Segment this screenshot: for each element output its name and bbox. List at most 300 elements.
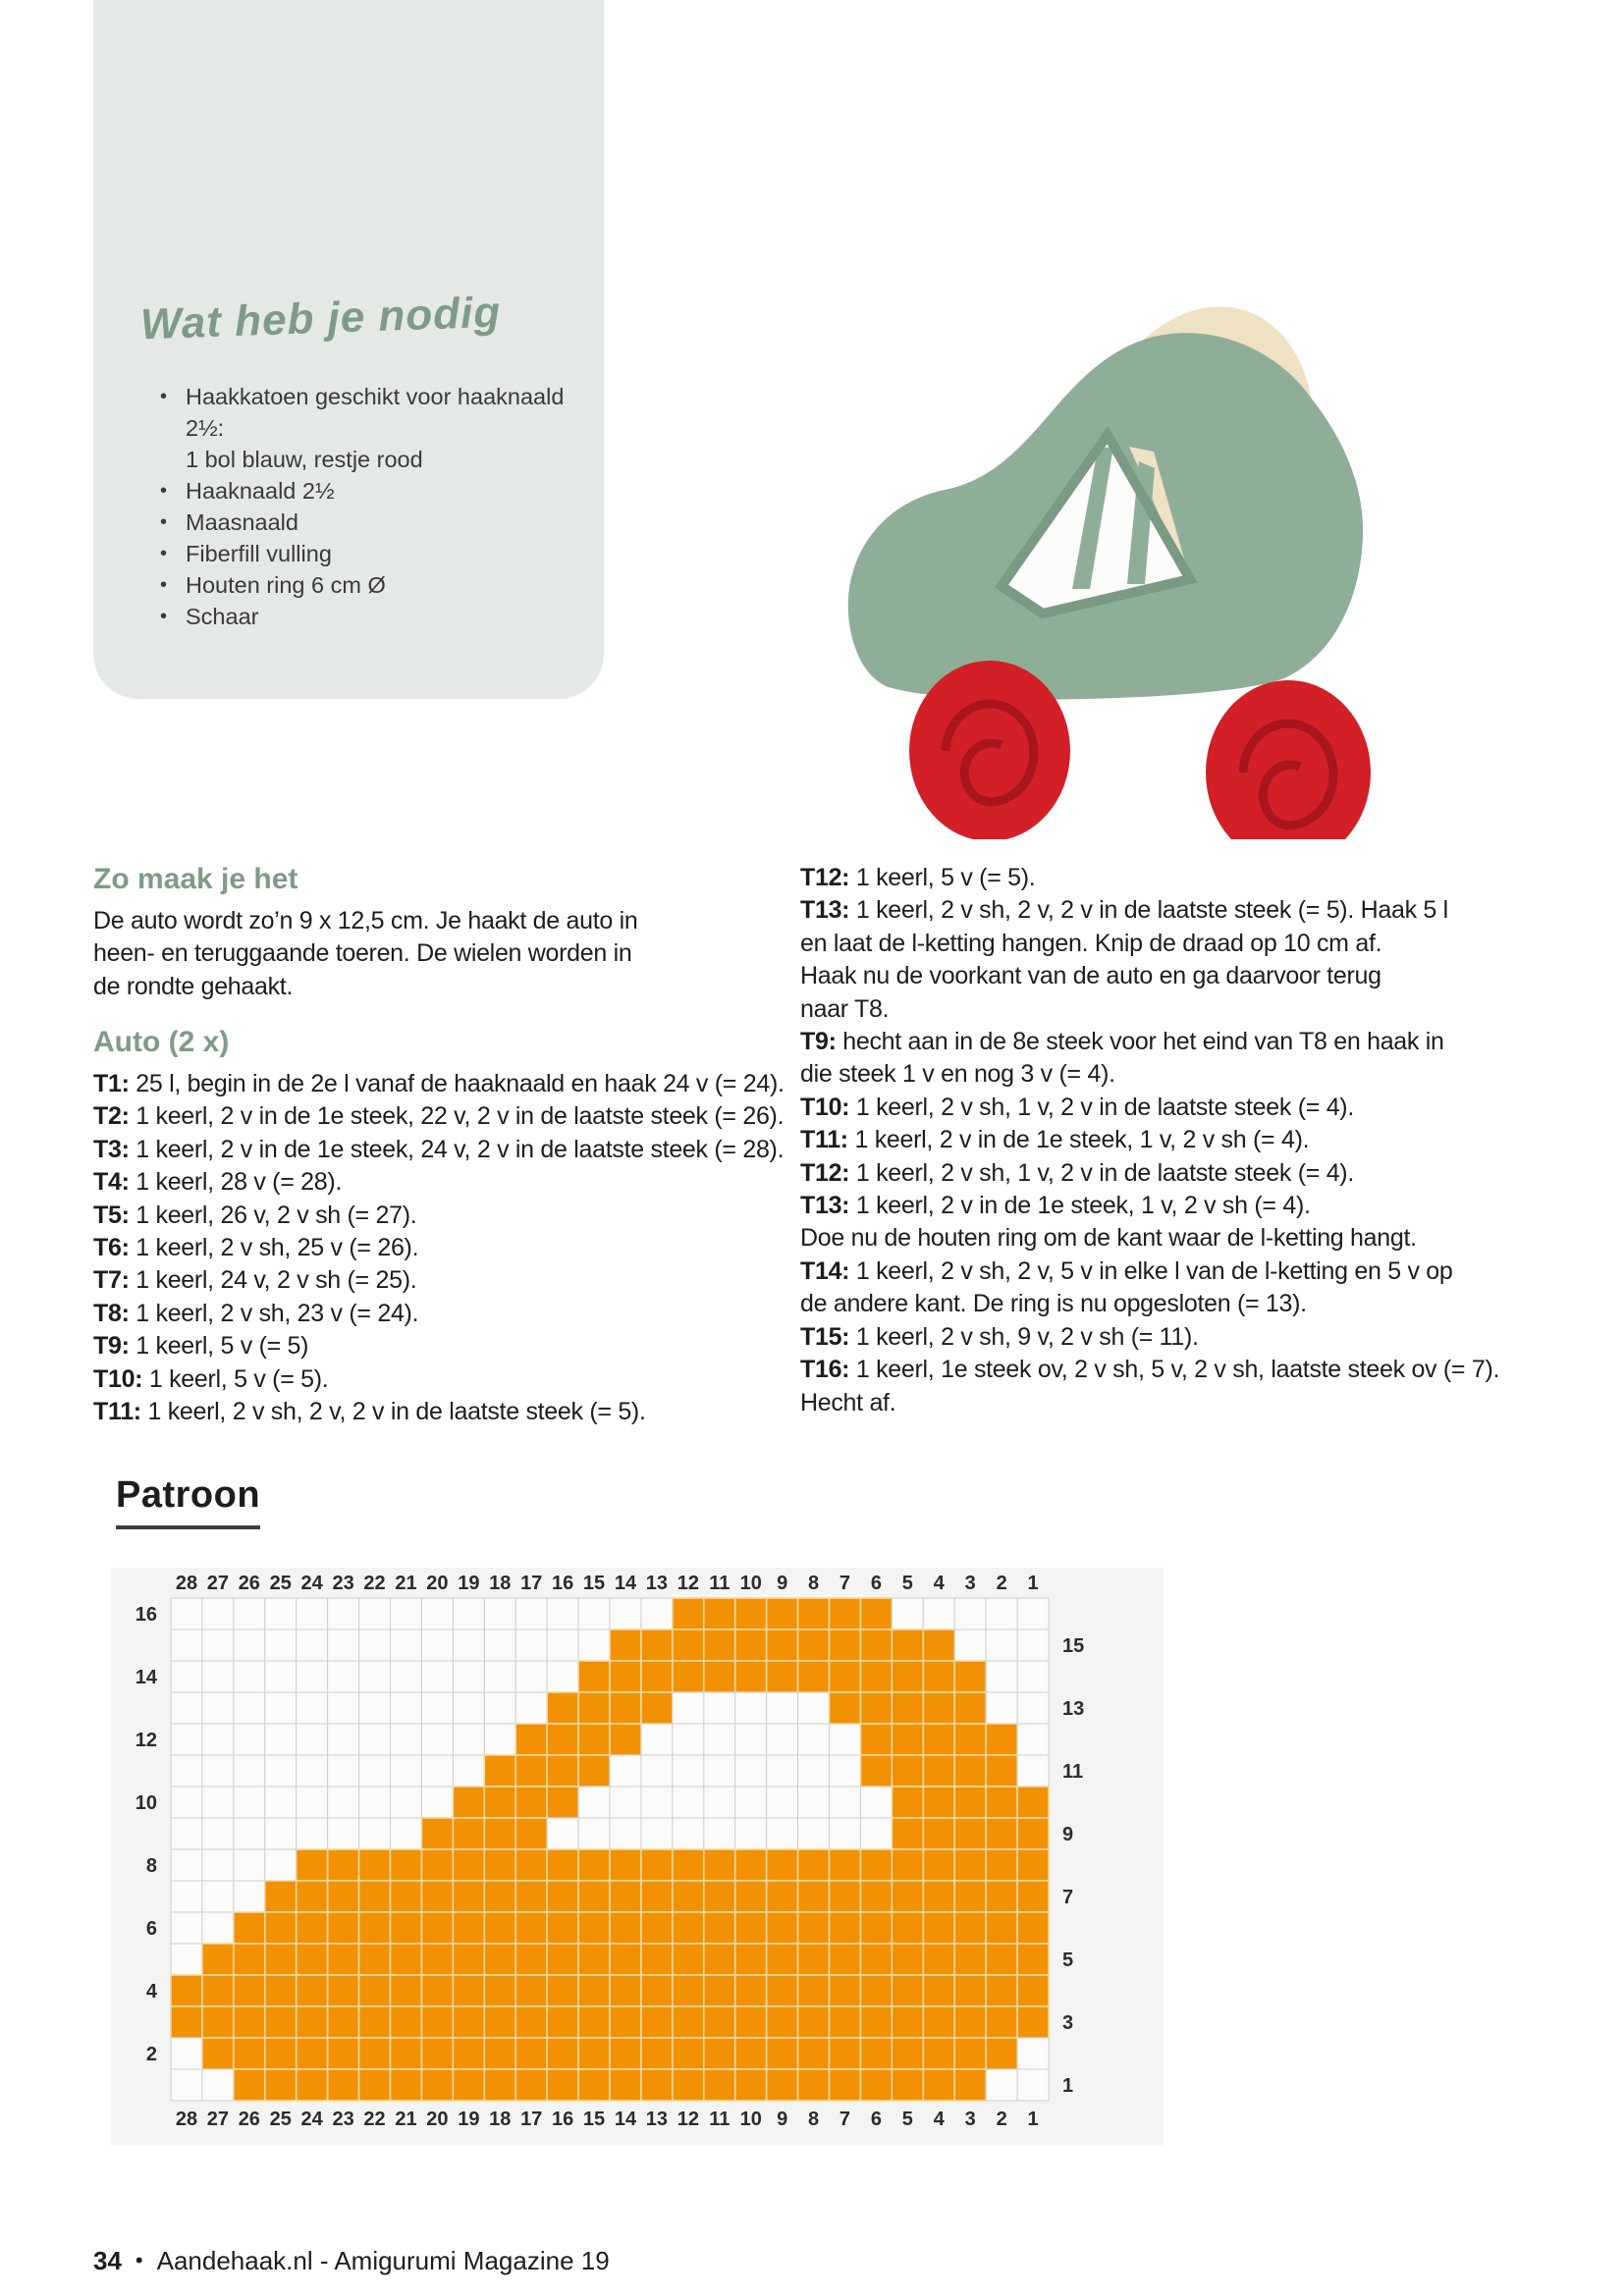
how-to-intro: [93, 905, 637, 1003]
chart-axis-label: 7: [839, 2109, 851, 2130]
chart-axis-label: 12: [677, 1573, 699, 1594]
chart-cell-filled: [547, 1912, 578, 1944]
chart-axis-label: 8: [808, 2109, 820, 2130]
chart-cell-filled: [391, 1975, 422, 2006]
chart-axis-label: 5: [901, 2109, 913, 2130]
chart-cell-filled: [484, 1944, 515, 1975]
materials-box: [93, 0, 604, 699]
auto-instruction-lines: [93, 1068, 785, 1428]
chart-cell-filled: [515, 1849, 547, 1881]
chart-cell-filled: [359, 1912, 391, 1944]
chart-cell-empty: [1017, 1724, 1049, 1755]
chart-cell-empty: [735, 1755, 767, 1787]
chart-cell-filled: [641, 2069, 673, 2101]
materials-title: Wat heb je nodig: [139, 288, 502, 349]
chart-cell-filled: [892, 1975, 923, 2006]
chart-cell-empty: [328, 1629, 359, 1661]
chart-cell-filled: [673, 1849, 704, 1881]
chart-cell-filled: [986, 1818, 1017, 1849]
chart-cell-filled: [892, 1629, 923, 1661]
chart-cell-filled: [1017, 1944, 1049, 1975]
chart-axis-label: 4: [933, 1573, 945, 1594]
chart-cell-filled: [704, 1912, 735, 1944]
chart-cell-filled: [986, 2006, 1017, 2038]
chart-cell-empty: [391, 1661, 422, 1692]
instruction-line: T12: 1 keerl, 2 v sh, 1 v, 2 v in de laatste steek (= 4).: [800, 1158, 1354, 1187]
chart-cell-filled: [421, 2069, 453, 2101]
chart-cell-empty: [1017, 1661, 1049, 1692]
chart-cell-filled: [547, 1944, 578, 1975]
chart-cell-empty: [391, 1818, 422, 1849]
chart-cell-filled: [923, 1724, 954, 1755]
chart-cell-filled: [892, 1755, 923, 1787]
chart-cell-filled: [735, 1629, 767, 1661]
chart-cell-filled: [704, 2038, 735, 2069]
chart-cell-empty: [641, 1598, 673, 1629]
chart-cell-empty: [391, 1692, 422, 1724]
chart-cell-filled: [954, 1818, 986, 1849]
chart-cell-empty: [297, 1598, 328, 1629]
chart-cell-filled: [484, 1787, 515, 1818]
chart-cell-filled: [547, 1975, 578, 2006]
chart-cell-empty: [860, 1818, 892, 1849]
chart-cell-filled: [892, 1692, 923, 1724]
chart-cell-filled: [767, 1661, 798, 1692]
chart-cell-empty: [328, 1661, 359, 1692]
chart-cell-filled: [610, 1629, 641, 1661]
chart-axis-label: 27: [206, 2109, 230, 2130]
chart-cell-empty: [421, 1661, 453, 1692]
chart-cell-empty: [547, 1661, 578, 1692]
chart-axis-label: 3: [964, 1573, 976, 1594]
chart-cell-filled: [484, 1912, 515, 1944]
chart-cell-filled: [673, 1661, 704, 1692]
chart-cell-filled: [202, 1944, 234, 1975]
instruction-line: die steek 1 v en nog 3 v (= 4).: [800, 1060, 1115, 1089]
instruction-line: Doe nu de houten ring om de kant waar de l-ketting hangt.: [800, 1224, 1417, 1253]
chart-cell-empty: [798, 1787, 830, 1818]
chart-cell-empty: [297, 1629, 328, 1661]
chart-axis-label: 25: [269, 1573, 292, 1594]
chart-cell-filled: [923, 1944, 954, 1975]
chart-cell-empty: [265, 1598, 297, 1629]
chart-cell-filled: [578, 1724, 610, 1755]
chart-cell-filled: [515, 1881, 547, 1912]
instruction-line: Hecht af.: [800, 1388, 896, 1416]
chart-cell-empty: [923, 1598, 954, 1629]
pattern-title: Patroon: [116, 1474, 260, 1529]
chart-axis-label: 10: [739, 2109, 762, 2130]
chart-cell-filled: [798, 1661, 830, 1692]
materials-list: [160, 381, 604, 632]
chart-cell-filled: [610, 1724, 641, 1755]
chart-cell-empty: [391, 1755, 422, 1787]
chart-cell-filled: [453, 2006, 484, 2038]
chart-cell-filled: [515, 1912, 547, 1944]
chart-axis-label: 23: [332, 1573, 354, 1594]
chart-cell-filled: [830, 1598, 861, 1629]
chart-cell-filled: [1017, 2006, 1049, 2038]
chart-cell-filled: [610, 1944, 641, 1975]
chart-cell-filled: [923, 1629, 954, 1661]
chart-cell-empty: [515, 1692, 547, 1724]
chart-cell-empty: [297, 1724, 328, 1755]
chart-cell-filled: [328, 1975, 359, 2006]
chart-cell-filled: [830, 1661, 861, 1692]
pattern-chart-grid: [111, 1568, 1164, 2145]
chart-cell-filled: [798, 1944, 830, 1975]
chart-cell-filled: [610, 1881, 641, 1912]
chart-cell-filled: [484, 2006, 515, 2038]
instruction-line: T4: 1 keerl, 28 v (= 28).: [93, 1168, 343, 1197]
chart-axis-label: 4: [933, 2109, 945, 2130]
chart-cell-empty: [453, 1598, 484, 1629]
chart-cell-filled: [547, 2006, 578, 2038]
chart-cell-filled: [547, 1755, 578, 1787]
chart-cell-filled: [515, 2069, 547, 2101]
chart-cell-empty: [202, 1661, 234, 1692]
chart-cell-filled: [359, 1975, 391, 2006]
chart-cell-filled: [484, 2069, 515, 2101]
chart-cell-empty: [297, 1755, 328, 1787]
chart-cell-empty: [1017, 2069, 1049, 2101]
chart-cell-filled: [704, 1598, 735, 1629]
rear-wheel: [1206, 680, 1371, 839]
chart-axis-label: 24: [300, 2109, 323, 2130]
chart-cell-filled: [704, 1629, 735, 1661]
chart-cell-filled: [735, 2038, 767, 2069]
chart-cell-filled: [673, 2038, 704, 2069]
chart-cell-filled: [515, 1818, 547, 1849]
chart-cell-filled: [954, 1975, 986, 2006]
chart-cell-filled: [735, 1598, 767, 1629]
chart-axis-label: 14: [614, 1573, 637, 1594]
chart-cell-empty: [515, 1629, 547, 1661]
page-number: 34: [93, 2246, 122, 2275]
chart-axis-label: 14: [135, 1667, 157, 1688]
chart-axis-label: 20: [426, 1573, 449, 1594]
chart-cell-empty: [954, 1629, 986, 1661]
chart-cell-filled: [484, 1755, 515, 1787]
instruction-line: en laat de l-ketting hangen. Knip de draad op 10 cm af.: [800, 929, 1382, 957]
chart-cell-empty: [610, 1755, 641, 1787]
chart-axis-label: 18: [489, 2109, 512, 2130]
chart-cell-filled: [735, 1944, 767, 1975]
chart-cell-filled: [767, 1629, 798, 1661]
chart-cell-empty: [265, 1661, 297, 1692]
chart-axis-label: 2: [996, 2109, 1007, 2130]
chart-cell-filled: [892, 2038, 923, 2069]
chart-axis-label: 22: [363, 1573, 386, 1594]
chart-cell-empty: [391, 1629, 422, 1661]
chart-cell-filled: [1017, 1787, 1049, 1818]
chart-cell-empty: [578, 1818, 610, 1849]
chart-cell-filled: [297, 1944, 328, 1975]
chart-cell-empty: [234, 1629, 265, 1661]
chart-cell-filled: [704, 1849, 735, 1881]
chart-cell-filled: [923, 1818, 954, 1849]
chart-cell-filled: [421, 1881, 453, 1912]
bullet-icon: •: [160, 511, 168, 533]
chart-cell-filled: [234, 2006, 265, 2038]
chart-cell-filled: [265, 1944, 297, 1975]
chart-axis-label: 12: [677, 2109, 699, 2130]
chart-cell-filled: [673, 2069, 704, 2101]
chart-cell-empty: [484, 1629, 515, 1661]
chart-cell-filled: [391, 1849, 422, 1881]
chart-cell-filled: [923, 2006, 954, 2038]
instruction-line: T9: hecht aan in de 8e steek voor het eind van T8 en haak in: [800, 1028, 1444, 1056]
chart-axis-label: 13: [1062, 1698, 1085, 1720]
chart-axis-label: 18: [489, 1573, 512, 1594]
chart-cell-filled: [892, 1944, 923, 1975]
chart-axis-label: 1: [1062, 2075, 1074, 2097]
chart-cell-empty: [202, 1629, 234, 1661]
chart-cell-empty: [484, 1724, 515, 1755]
instruction-line: heen- en teruggaande toeren. De wielen worden in: [93, 939, 632, 968]
chart-axis-label: 28: [175, 2109, 198, 2130]
chart-cell-filled: [767, 1881, 798, 1912]
chart-cell-filled: [704, 1661, 735, 1692]
chart-cell-filled: [954, 1755, 986, 1787]
chart-cell-empty: [328, 1818, 359, 1849]
chart-cell-filled: [547, 1724, 578, 1755]
chart-cell-filled: [892, 1787, 923, 1818]
chart-cell-filled: [641, 1661, 673, 1692]
instruction-line: naar T8.: [800, 994, 890, 1023]
chart-axis-label: 6: [870, 2109, 882, 2130]
chart-cell-filled: [860, 1661, 892, 1692]
chart-cell-filled: [767, 2069, 798, 2101]
chart-cell-filled: [297, 2069, 328, 2101]
chart-cell-filled: [515, 2006, 547, 2038]
chart-axis-label: 5: [901, 1573, 913, 1594]
chart-cell-empty: [421, 1724, 453, 1755]
footer-bullet: •: [135, 2248, 143, 2272]
chart-cell-empty: [641, 1787, 673, 1818]
chart-cell-empty: [673, 1692, 704, 1724]
car-photo: [815, 290, 1502, 839]
chart-cell-filled: [421, 2006, 453, 2038]
chart-cell-filled: [892, 1818, 923, 1849]
chart-cell-filled: [359, 2006, 391, 2038]
chart-cell-empty: [954, 1598, 986, 1629]
chart-cell-filled: [297, 1849, 328, 1881]
chart-axis-label: 16: [552, 1573, 574, 1594]
chart-cell-filled: [610, 1661, 641, 1692]
chart-cell-filled: [673, 1912, 704, 1944]
chart-axis-label: 15: [582, 1573, 606, 1594]
instruction-line: T9: 1 keerl, 5 v (= 5): [93, 1332, 309, 1361]
instruction-line: T11: 1 keerl, 2 v sh, 2 v, 2 v in de laatste steek (= 5).: [93, 1398, 646, 1426]
chart-cell-filled: [830, 1944, 861, 1975]
chart-cell-filled: [547, 1881, 578, 1912]
chart-cell-empty: [171, 1881, 202, 1912]
chart-cell-empty: [484, 1661, 515, 1692]
chart-axis-label: 3: [1062, 2012, 1074, 2034]
chart-cell-empty: [391, 1724, 422, 1755]
chart-cell-empty: [297, 1692, 328, 1724]
chart-cell-filled: [484, 1881, 515, 1912]
bullet-icon: •: [160, 386, 168, 407]
chart-cell-empty: [328, 1787, 359, 1818]
chart-cell-empty: [986, 1629, 1017, 1661]
chart-axis-label: 1: [1027, 2109, 1039, 2130]
chart-cell-empty: [202, 1787, 234, 1818]
chart-axis-label: 3: [964, 2109, 976, 2130]
chart-cell-filled: [735, 1881, 767, 1912]
chart-cell-empty: [202, 1598, 234, 1629]
chart-cell-empty: [641, 1818, 673, 1849]
bullet-icon: •: [160, 574, 168, 596]
chart-cell-empty: [704, 1818, 735, 1849]
chart-cell-empty: [171, 1944, 202, 1975]
instruction-line: T11: 1 keerl, 2 v in de 1e steek, 1 v, 2 v sh (= 4).: [800, 1126, 1310, 1154]
chart-cell-filled: [860, 2006, 892, 2038]
chart-axis-label: 21: [395, 1573, 417, 1594]
chart-axis-label: 4: [145, 1981, 157, 2002]
chart-cell-filled: [798, 1598, 830, 1629]
chart-cell-empty: [641, 1724, 673, 1755]
chart-cell-empty: [547, 1629, 578, 1661]
chart-axis-label: 15: [1062, 1635, 1085, 1657]
instruction-line: T13: 1 keerl, 2 v in de 1e steek, 1 v, 2 v sh (= 4).: [800, 1192, 1311, 1220]
chart-cell-filled: [860, 1755, 892, 1787]
chart-cell-empty: [1017, 1598, 1049, 1629]
chart-cell-empty: [234, 1787, 265, 1818]
instruction-line: T8: 1 keerl, 2 v sh, 23 v (= 24).: [93, 1299, 419, 1327]
chart-cell-filled: [954, 1849, 986, 1881]
chart-cell-filled: [202, 2006, 234, 2038]
chart-cell-empty: [515, 1661, 547, 1692]
chart-axis-label: 11: [709, 2109, 731, 2130]
materials-item: • Maasnaald: [160, 507, 604, 538]
chart-cell-empty: [610, 1598, 641, 1629]
chart-cell-empty: [767, 1787, 798, 1818]
chart-cell-filled: [986, 1787, 1017, 1818]
chart-cell-filled: [954, 2038, 986, 2069]
chart-cell-filled: [1017, 1881, 1049, 1912]
chart-cell-filled: [767, 1598, 798, 1629]
chart-axis-label: 7: [1062, 1887, 1074, 1908]
instruction-line: T15: 1 keerl, 2 v sh, 9 v, 2 v sh (= 11).: [800, 1322, 1199, 1351]
chart-cell-filled: [359, 2038, 391, 2069]
chart-cell-filled: [798, 2006, 830, 2038]
instruction-line: T14: 1 keerl, 2 v sh, 2 v, 5 v in elke l van de l-ketting en 5 v op: [800, 1256, 1453, 1285]
chart-cell-filled: [798, 1881, 830, 1912]
chart-axis-label: 13: [645, 1573, 669, 1594]
chart-cell-filled: [892, 2069, 923, 2101]
chart-cell-empty: [359, 1787, 391, 1818]
chart-cell-empty: [578, 1598, 610, 1629]
chart-cell-filled: [610, 2069, 641, 2101]
chart-cell-filled: [923, 1849, 954, 1881]
chart-cell-filled: [673, 1629, 704, 1661]
chart-cell-empty: [202, 1881, 234, 1912]
chart-cell-filled: [421, 1912, 453, 1944]
chart-cell-filled: [578, 2006, 610, 2038]
chart-cell-filled: [704, 2006, 735, 2038]
instruction-line: De auto wordt zo’n 9 x 12,5 cm. Je haakt de auto in: [93, 907, 638, 934]
chart-cell-filled: [297, 2038, 328, 2069]
chart-cell-filled: [391, 1944, 422, 1975]
chart-cell-empty: [328, 1692, 359, 1724]
chart-cell-empty: [830, 1755, 861, 1787]
chart-cell-filled: [923, 1755, 954, 1787]
chart-axis-label: 1: [1027, 1573, 1039, 1594]
front-instruction-lines: [800, 862, 1499, 1419]
chart-cell-filled: [578, 1944, 610, 1975]
chart-cell-empty: [735, 1818, 767, 1849]
chart-cell-empty: [171, 2069, 202, 2101]
chart-cell-empty: [171, 1912, 202, 1944]
chart-cell-filled: [265, 2069, 297, 2101]
chart-cell-filled: [954, 1787, 986, 1818]
chart-cell-filled: [265, 2038, 297, 2069]
chart-cell-filled: [359, 1881, 391, 1912]
chart-cell-filled: [986, 1881, 1017, 1912]
chart-cell-empty: [892, 1598, 923, 1629]
chart-cell-filled: [986, 1849, 1017, 1881]
chart-cell-filled: [767, 2006, 798, 2038]
chart-cell-filled: [578, 1849, 610, 1881]
chart-cell-empty: [234, 1818, 265, 1849]
chart-cell-empty: [860, 1787, 892, 1818]
chart-cell-filled: [610, 2038, 641, 2069]
bullet-icon: •: [160, 606, 168, 627]
chart-cell-filled: [673, 2006, 704, 2038]
chart-cell-filled: [421, 1849, 453, 1881]
chart-cell-empty: [171, 1755, 202, 1787]
chart-cell-empty: [265, 1849, 297, 1881]
chart-cell-empty: [515, 1598, 547, 1629]
chart-cell-filled: [641, 1975, 673, 2006]
chart-cell-filled: [923, 2038, 954, 2069]
chart-cell-filled: [421, 1944, 453, 1975]
pattern-chart-panel: [111, 1568, 1164, 2145]
chart-cell-filled: [954, 1881, 986, 1912]
chart-axis-label: 9: [777, 2109, 788, 2130]
chart-cell-filled: [297, 1912, 328, 1944]
chart-cell-filled: [297, 1881, 328, 1912]
instruction-line: T7: 1 keerl, 24 v, 2 v sh (= 25).: [93, 1266, 417, 1295]
chart-cell-empty: [171, 1661, 202, 1692]
chart-cell-empty: [359, 1629, 391, 1661]
chart-cell-empty: [704, 1787, 735, 1818]
chart-cell-filled: [328, 1944, 359, 1975]
chart-cell-filled: [610, 2006, 641, 2038]
chart-axis-label: 11: [1062, 1761, 1084, 1783]
chart-cell-empty: [673, 1818, 704, 1849]
chart-cell-filled: [641, 1629, 673, 1661]
chart-cell-filled: [986, 1944, 1017, 1975]
chart-cell-filled: [860, 1692, 892, 1724]
chart-cell-filled: [860, 1881, 892, 1912]
chart-cell-empty: [484, 1598, 515, 1629]
chart-axis-label: 17: [520, 2109, 543, 2130]
chart-cell-filled: [578, 1881, 610, 1912]
chart-axis-label: 21: [395, 2109, 417, 2130]
chart-cell-empty: [359, 1818, 391, 1849]
chart-cell-empty: [547, 1598, 578, 1629]
chart-cell-filled: [421, 1818, 453, 1849]
instruction-line: T13: 1 keerl, 2 v sh, 2 v, 2 v in de laatste steek (= 5). Haak 5 l: [800, 896, 1448, 925]
chart-cell-filled: [986, 1975, 1017, 2006]
chart-cell-filled: [704, 1881, 735, 1912]
chart-axis-label: 28: [175, 1573, 198, 1594]
chart-cell-empty: [202, 2069, 234, 2101]
chart-cell-empty: [421, 1598, 453, 1629]
